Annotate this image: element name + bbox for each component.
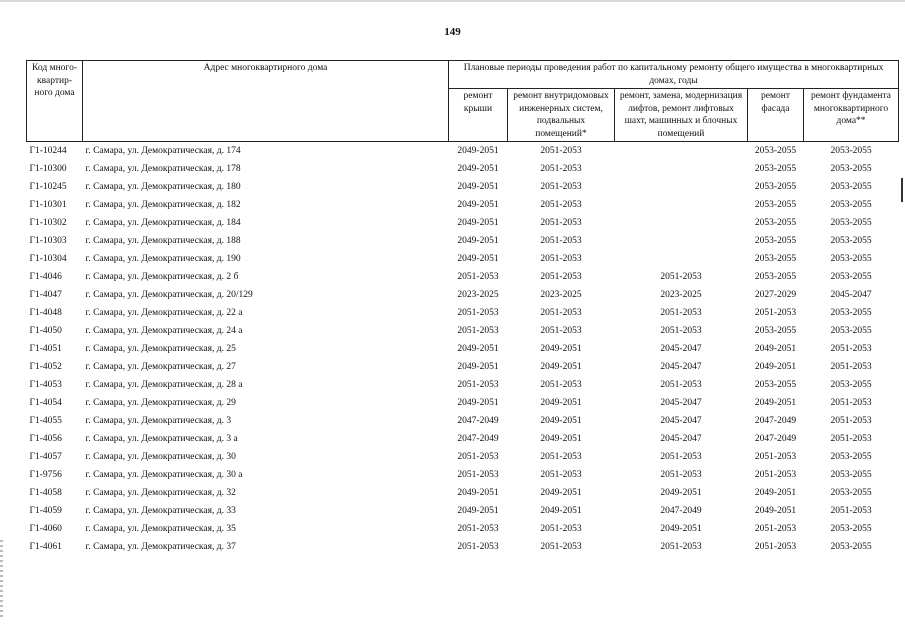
- cell-address: г. Самара, ул. Демократическая, д. 27: [85, 362, 236, 372]
- cell-address: г. Самара, ул. Демократическая, д. 24 а: [85, 326, 243, 336]
- cell-engineering: 2049-2051: [540, 506, 582, 516]
- cell-facade: 2049-2051: [754, 488, 797, 498]
- cell-foundation: 2051-2053: [830, 506, 872, 516]
- table-row: [27, 376, 899, 394]
- cell-engineering: 2051-2053: [540, 452, 582, 462]
- cell-roof: 2051-2053: [457, 380, 499, 390]
- cell-foundation: 2053-2055: [830, 470, 872, 480]
- header-foundation: ремонт фундамента многоквартирного дома**: [804, 89, 899, 142]
- header-engineering: ремонт внутридомовых инженерных систем, подвальных помещений*: [508, 89, 615, 142]
- cell-address: г. Самара, ул. Демократическая, д. 20/129: [85, 290, 253, 300]
- cell-code: Г1-4061: [29, 542, 62, 552]
- cell-facade: 2047-2049: [754, 416, 797, 426]
- cell-address: г. Самара, ул. Демократическая, д. 188: [85, 236, 241, 246]
- cell-roof: 2049-2051: [457, 488, 499, 498]
- cell-lifts: 2051-2053: [660, 272, 702, 282]
- cell-code: Г1-4050: [29, 326, 62, 336]
- cell-foundation: 2045-2047: [830, 290, 872, 300]
- cell-facade: 2053-2055: [754, 272, 797, 282]
- cell-code: Г1-4054: [29, 398, 62, 408]
- cell-engineering: 2051-2053: [540, 182, 582, 192]
- cell-address: г. Самара, ул. Демократическая, д. 2 б: [85, 272, 239, 282]
- table-row: [27, 412, 899, 430]
- cell-facade: 2049-2051: [754, 344, 797, 354]
- cell-facade: 2053-2055: [754, 326, 797, 336]
- cell-lifts: [615, 232, 748, 250]
- scan-margin-mark: [0, 540, 3, 620]
- cell-address: г. Самара, ул. Демократическая, д. 30 а: [85, 470, 243, 480]
- cell-roof: 2023-2025: [457, 290, 499, 300]
- cell-roof: 2049-2051: [457, 200, 499, 210]
- cell-facade: 2053-2055: [754, 200, 797, 210]
- cell-facade: 2053-2055: [754, 236, 797, 246]
- cell-roof: 2049-2051: [457, 236, 499, 246]
- cell-roof: 2047-2049: [457, 416, 499, 426]
- cell-lifts: 2045-2047: [660, 362, 702, 372]
- cell-address: г. Самара, ул. Демократическая, д. 182: [85, 200, 241, 210]
- table-row: [27, 232, 899, 250]
- cell-foundation: 2053-2055: [830, 380, 872, 390]
- cell-facade: 2051-2053: [754, 524, 797, 534]
- cell-lifts: [615, 214, 748, 232]
- cell-roof: 2049-2051: [457, 218, 499, 228]
- cell-code: Г1-4056: [29, 434, 62, 444]
- cell-engineering: 2049-2051: [540, 362, 582, 372]
- cell-foundation: 2053-2055: [830, 452, 872, 462]
- table-row: [27, 322, 899, 340]
- header-lifts: ремонт, замена, модернизация лифтов, ремонт лифтовых шахт, машинных и блочных помещений: [615, 89, 748, 142]
- cell-lifts: 2045-2047: [660, 344, 702, 354]
- cell-facade: 2051-2053: [754, 542, 797, 552]
- cell-facade: 2051-2053: [754, 308, 797, 318]
- cell-lifts: 2023-2025: [660, 290, 702, 300]
- table-row: [27, 196, 899, 214]
- cell-address: г. Самара, ул. Демократическая, д. 178: [85, 164, 241, 174]
- cell-address: г. Самара, ул. Демократическая, д. 174: [85, 146, 241, 156]
- cell-code: Г1-4058: [29, 488, 62, 498]
- cell-roof: 2049-2051: [457, 146, 499, 156]
- cell-facade: 2049-2051: [754, 362, 797, 372]
- cell-facade: 2053-2055: [754, 380, 797, 390]
- cell-foundation: 2053-2055: [830, 182, 872, 192]
- cell-lifts: 2047-2049: [660, 506, 702, 516]
- header-address: Адрес многоквартирного дома: [83, 61, 449, 142]
- table-row: [27, 178, 899, 196]
- cell-engineering: 2051-2053: [540, 308, 582, 318]
- cell-engineering: 2051-2053: [540, 254, 582, 264]
- cell-facade: 2051-2053: [754, 470, 797, 480]
- cell-code: Г1-10302: [29, 218, 67, 228]
- cell-foundation: 2051-2053: [830, 362, 872, 372]
- cell-engineering: 2049-2051: [540, 434, 582, 444]
- cell-facade: 2053-2055: [754, 218, 797, 228]
- cell-address: г. Самара, ул. Демократическая, д. 184: [85, 218, 241, 228]
- cell-lifts: 2045-2047: [660, 434, 702, 444]
- table-row: [27, 520, 899, 538]
- cell-foundation: 2053-2055: [830, 236, 872, 246]
- cell-lifts: [615, 160, 748, 178]
- cell-roof: 2051-2053: [457, 452, 499, 462]
- table-row: [27, 394, 899, 412]
- table-row: [27, 484, 899, 502]
- cell-code: Г1-9756: [29, 470, 62, 480]
- cell-lifts: 2051-2053: [660, 308, 702, 318]
- header-roof: ремонт крыши: [449, 89, 508, 142]
- cell-roof: 2049-2051: [457, 398, 499, 408]
- table-row: [27, 304, 899, 322]
- cell-address: г. Самара, ул. Демократическая, д. 28 а: [85, 380, 243, 390]
- cell-address: г. Самара, ул. Демократическая, д. 30: [85, 452, 236, 462]
- cell-foundation: 2051-2053: [830, 398, 872, 408]
- cell-engineering: 2051-2053: [540, 272, 582, 282]
- cell-lifts: 2049-2051: [660, 524, 702, 534]
- cell-address: г. Самара, ул. Демократическая, д. 29: [85, 398, 236, 408]
- cell-facade: 2051-2053: [754, 452, 797, 462]
- cell-code: Г1-4059: [29, 506, 62, 516]
- cell-lifts: 2045-2047: [660, 416, 702, 426]
- cell-lifts: 2051-2053: [660, 326, 702, 336]
- cell-roof: 2051-2053: [457, 308, 499, 318]
- cell-engineering: 2051-2053: [540, 236, 582, 246]
- cell-foundation: 2053-2055: [830, 308, 872, 318]
- header-facade: ремонт фасада: [748, 89, 804, 142]
- cell-foundation: 2053-2055: [830, 200, 872, 210]
- cell-engineering: 2049-2051: [540, 416, 582, 426]
- cell-roof: 2051-2053: [457, 524, 499, 534]
- cell-foundation: 2053-2055: [830, 524, 872, 534]
- cell-code: Г1-4048: [29, 308, 62, 318]
- cell-engineering: 2049-2051: [540, 344, 582, 354]
- cell-foundation: 2051-2053: [830, 434, 872, 444]
- cell-lifts: [615, 196, 748, 214]
- cell-roof: 2049-2051: [457, 164, 499, 174]
- cell-lifts: [615, 142, 748, 161]
- table-row: [27, 340, 899, 358]
- cell-lifts: [615, 250, 748, 268]
- table-row: [27, 430, 899, 448]
- table-row: [27, 502, 899, 520]
- cell-foundation: 2053-2055: [830, 542, 872, 552]
- table-row: [27, 286, 899, 304]
- table-row: [27, 358, 899, 376]
- cell-code: Г1-4053: [29, 380, 62, 390]
- cell-foundation: 2053-2055: [830, 146, 872, 156]
- cell-roof: 2049-2051: [457, 254, 499, 264]
- cell-address: г. Самара, ул. Демократическая, д. 33: [85, 506, 236, 516]
- cell-foundation: 2053-2055: [830, 326, 872, 336]
- table-row: [27, 142, 899, 161]
- cell-foundation: 2051-2053: [830, 344, 872, 354]
- cell-roof: 2051-2053: [457, 272, 499, 282]
- cell-address: г. Самара, ул. Демократическая, д. 35: [85, 524, 236, 534]
- cell-address: г. Самара, ул. Демократическая, д. 190: [85, 254, 241, 264]
- cell-foundation: 2053-2055: [830, 164, 872, 174]
- cell-engineering: 2051-2053: [540, 146, 582, 156]
- cell-engineering: 2051-2053: [540, 542, 582, 552]
- cell-code: Г1-10301: [29, 200, 67, 210]
- cell-lifts: [615, 178, 748, 196]
- cell-code: Г1-4060: [29, 524, 62, 534]
- cell-foundation: 2051-2053: [830, 416, 872, 426]
- cell-code: Г1-4052: [29, 362, 62, 372]
- cell-engineering: 2051-2053: [540, 200, 582, 210]
- cell-roof: 2051-2053: [457, 326, 499, 336]
- cell-address: г. Самара, ул. Демократическая, д. 37: [85, 542, 236, 552]
- cell-lifts: 2045-2047: [660, 398, 702, 408]
- cell-code: Г1-10300: [29, 164, 67, 174]
- cell-engineering: 2051-2053: [540, 380, 582, 390]
- cell-code: Г1-4055: [29, 416, 62, 426]
- cell-code: Г1-10304: [29, 254, 67, 264]
- cell-lifts: 2051-2053: [660, 380, 702, 390]
- cell-address: г. Самара, ул. Демократическая, д. 3: [85, 416, 232, 426]
- cell-roof: 2049-2051: [457, 362, 499, 372]
- cell-foundation: 2053-2055: [830, 272, 872, 282]
- page-number: 149: [444, 26, 461, 38]
- cell-engineering: 2049-2051: [540, 488, 582, 498]
- cell-facade: 2053-2055: [754, 146, 797, 156]
- cell-roof: 2051-2053: [457, 542, 499, 552]
- header-periods-group: Плановые периоды проведения работ по капитальному ремонту общего имущества в многоквартирных домах, годы: [449, 61, 899, 89]
- cell-lifts: 2051-2053: [660, 470, 702, 480]
- cell-lifts: 2049-2051: [660, 488, 702, 498]
- cell-engineering: 2023-2025: [540, 290, 582, 300]
- cell-facade: 2053-2055: [754, 254, 797, 264]
- cell-code: Г1-4051: [29, 344, 62, 354]
- cell-facade: 2047-2049: [754, 434, 797, 444]
- cell-roof: 2051-2053: [457, 470, 499, 480]
- table-row: [27, 250, 899, 268]
- table-row: [27, 538, 899, 556]
- table-row: [27, 214, 899, 232]
- cell-engineering: 2051-2053: [540, 524, 582, 534]
- cell-lifts: 2051-2053: [660, 542, 702, 552]
- cell-foundation: 2053-2055: [830, 218, 872, 228]
- margin-tick: [901, 178, 903, 202]
- cell-code: Г1-4057: [29, 452, 62, 462]
- table-row: [27, 448, 899, 466]
- cell-roof: 2049-2051: [457, 344, 499, 354]
- cell-foundation: 2053-2055: [830, 254, 872, 264]
- table-row: [27, 160, 899, 178]
- repair-schedule-table: [26, 60, 899, 556]
- cell-foundation: 2053-2055: [830, 488, 872, 498]
- cell-address: г. Самара, ул. Демократическая, д. 180: [85, 182, 241, 192]
- table-row: [27, 466, 899, 484]
- cell-engineering: 2049-2051: [540, 398, 582, 408]
- cell-engineering: 2051-2053: [540, 470, 582, 480]
- cell-engineering: 2051-2053: [540, 164, 582, 174]
- cell-facade: 2049-2051: [754, 506, 797, 516]
- cell-code: Г1-10303: [29, 236, 67, 246]
- table-row: [27, 268, 899, 286]
- cell-code: Г1-4046: [29, 272, 62, 282]
- cell-engineering: 2051-2053: [540, 218, 582, 228]
- cell-code: Г1-10245: [29, 182, 67, 192]
- cell-code: Г1-10244: [29, 146, 67, 156]
- cell-address: г. Самара, ул. Демократическая, д. 32: [85, 488, 236, 498]
- cell-code: Г1-4047: [29, 290, 62, 300]
- cell-engineering: 2051-2053: [540, 326, 582, 336]
- cell-address: г. Самара, ул. Демократическая, д. 25: [85, 344, 236, 354]
- cell-facade: 2049-2051: [754, 398, 797, 408]
- cell-address: г. Самара, ул. Демократическая, д. 22 а: [85, 308, 243, 318]
- cell-roof: 2049-2051: [457, 182, 499, 192]
- cell-facade: 2053-2055: [754, 164, 797, 174]
- table-body: [27, 142, 899, 557]
- cell-roof: 2049-2051: [457, 506, 499, 516]
- cell-facade: 2053-2055: [754, 182, 797, 192]
- cell-roof: 2047-2049: [457, 434, 499, 444]
- scan-edge: [0, 0, 905, 2]
- cell-facade: 2027-2029: [754, 290, 797, 300]
- header-code: Код много-квартир-ного дома: [27, 61, 83, 142]
- cell-lifts: 2051-2053: [660, 452, 702, 462]
- cell-address: г. Самара, ул. Демократическая, д. 3 а: [85, 434, 238, 444]
